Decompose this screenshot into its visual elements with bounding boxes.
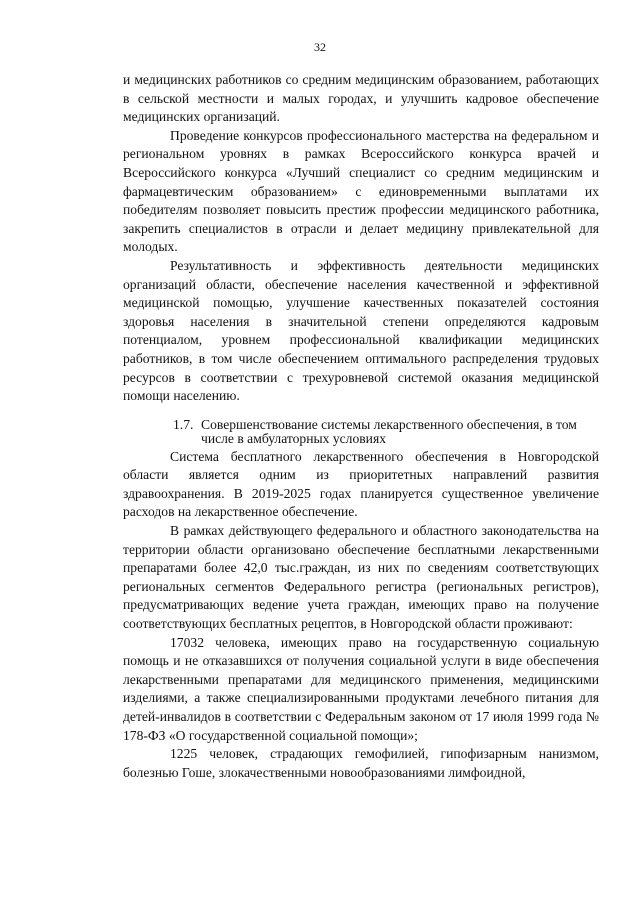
paragraph-7: 1225 человек, страдающих гемофилией, гипофизарным нанизмом, болезнью Гоше, злокачественными новообразованиями лимфоидной, [123,746,599,780]
paragraph-2: Проведение конкурсов профессионального мастерства на федеральном и региональном уровнях в рамках Всероссийского конкурса врачей и Всероссийского конкурса «Лучший специалист со средним медицинским и фармацевтическим образованием» с единовременными выплатами их победителям позволяет повысить престиж профессии медицинского работника, закрепить специалистов в отрасли и делает медицину привлекательной для молодых. [123,127,599,255]
section-title: Совершенствование системы лекарственного обеспечения, в том числе в амбулаторных условиях [201,416,577,446]
paragraph-1: и медицинских работников со средним медицинским образованием, работающих в сельской местности и малых городах, и улучшить кадровое обеспечение медицинских организаций. [123,72,599,125]
section-number: 1.7. [173,416,194,432]
paragraph-3: Результативность и эффективность деятельности медицинских организаций области, обеспечение населения качественной и эффективной медицинской помощью, улучшение качественных показателей состояния здоровья населения в значительной степени определяются кадровым потенциалом, уровнем профессиональной квалификации медицинских работников, в том числе обеспечением оптимального распределения трудовых ресурсов в соответствии с трехуровневой системой оказания медицинской помощи населению. [123,257,599,404]
document-body [123,71,599,782]
page-number: 32 [314,40,326,54]
section-heading [123,418,599,446]
paragraph-5: В рамках действующего федерального и областного законодательства на территории области организовано обеспечение бесплатными лекарственными препаратами более 42,0 тыс.граждан, из них по сведениям соответствующих региональных сегментов Федерального регистра (региональных регистров), предусматривающих ведение учета граждан, имеющих право на получение соответствующих бесплатных рецептов, в Новгородской области проживают: [123,523,599,632]
paragraph-4: Система бесплатного лекарственного обеспечения в Новгородской области является одним из приоритетных направлений развития здравоохранения. В 2019-2025 годах планируется существенное увеличение расходов на лекарственное обеспечение. [123,448,599,520]
paragraph-6: 17032 человека, имеющих право на государственную социальную помощь и не отказавшихся от получения социальной услуги в виде обеспечения лекарственными препаратами для медицинского применения, медицинскими изделиями, а также специализированными продуктами лечебного питания для детей-инвалидов в соответствии с Федеральным законом от 17 июля 1999 года № 178-ФЗ «О государственной социальной помощи»; [123,634,599,743]
